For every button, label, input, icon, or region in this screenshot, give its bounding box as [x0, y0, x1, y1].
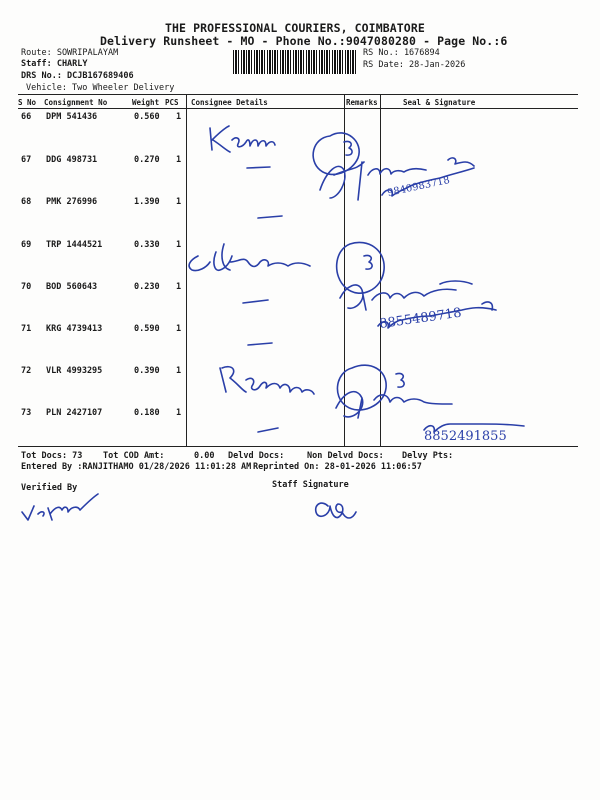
- signature-staff: [316, 503, 356, 518]
- row-weight: 0.390: [134, 366, 160, 376]
- staff-signature-label: Staff Signature: [272, 480, 349, 490]
- row-pcs: 1: [176, 324, 182, 334]
- row-pcs: 1: [176, 240, 182, 250]
- signature-row72: [220, 367, 314, 394]
- tot-cod-value: 0.00: [194, 451, 215, 461]
- dash-row68: [258, 216, 282, 218]
- col-remarks: Remarks: [346, 98, 378, 107]
- row-weight: 0.330: [134, 240, 160, 250]
- reprinted-on: Reprinted On: 28-01-2026 11:06:57: [253, 462, 422, 472]
- col-seal: Seal & Signature: [403, 98, 476, 107]
- row-pcs: 1: [176, 155, 182, 165]
- drs-label: DRS No.: DCJB167689406: [21, 71, 134, 81]
- row-consignment-no: BOD 560643: [46, 282, 98, 292]
- tot-docs: Tot Docs: 73: [21, 451, 83, 461]
- row-consignment-no: DDG 498731: [46, 155, 98, 165]
- row-pcs: 1: [176, 197, 182, 207]
- col-pcs: PCS: [165, 98, 179, 107]
- entered-by: Entered By :RANJITHAMO 01/28/2026 11:01:28 AM: [21, 462, 252, 472]
- row-pcs: 1: [176, 408, 182, 418]
- verified-by: Verified By: [21, 483, 78, 493]
- signature-row73: [336, 392, 452, 418]
- row-consignment-no: TRP 1444521: [46, 240, 103, 250]
- phone-text-row71: 8855489718: [378, 305, 463, 332]
- row-sno: 68: [21, 197, 32, 207]
- row-weight: 1.390: [134, 197, 160, 207]
- phone-text-row73: 8852491855: [424, 429, 507, 444]
- staff-label: Staff: CHARLY: [21, 59, 88, 69]
- row-sno: 69: [21, 240, 32, 250]
- dash-row73: [258, 428, 278, 432]
- row-pcs: 1: [176, 366, 182, 376]
- vehicle-label: Vehicle: Two Wheeler Delivery: [26, 83, 175, 93]
- runsheet-title: Delivery Runsheet - MO - Phone No.:9047080280 - Page No.:6: [100, 34, 508, 48]
- row-weight: 0.590: [134, 324, 160, 334]
- row-sno: 73: [21, 408, 32, 418]
- row-sno: 71: [21, 324, 32, 334]
- col-consignment: Consignment No: [44, 98, 108, 107]
- delvy-pts: Delvy Pts:: [402, 451, 454, 461]
- row-sno: 66: [21, 112, 32, 122]
- row-sno: 72: [21, 366, 32, 376]
- signature-row66: [210, 126, 275, 152]
- route-label: Route: SOWRIPALAYAM: [21, 48, 119, 58]
- row-consignment-no: VLR 4993295: [46, 366, 103, 376]
- row-consignment-no: KRG 4739413: [46, 324, 103, 334]
- row-weight: 0.270: [134, 155, 160, 165]
- stamp-row70: [337, 242, 385, 293]
- row-pcs: 1: [176, 112, 182, 122]
- col-weight: Weight: [132, 98, 160, 107]
- row-pcs: 1: [176, 282, 182, 292]
- company-title: THE PROFESSIONAL COURIERS, COIMBATORE: [165, 21, 425, 35]
- col-sno: S No: [18, 98, 37, 107]
- dash-row67: [247, 167, 270, 168]
- row-weight: 0.230: [134, 282, 160, 292]
- row-sno: 70: [21, 282, 32, 292]
- row-consignment-no: PLN 2427107: [46, 408, 103, 418]
- phone-text-row67: 9840983718: [386, 174, 451, 199]
- rs-date: RS Date: 28-Jan-2026: [363, 60, 466, 70]
- row-sno: 67: [21, 155, 32, 165]
- signature-row70: [340, 281, 472, 310]
- delvd-docs: Delvd Docs:: [228, 451, 285, 461]
- non-delvd-docs: Non Delvd Docs:: [307, 451, 384, 461]
- col-consignee: Consignee Details: [191, 98, 268, 107]
- signature-verified: [22, 494, 98, 520]
- dash-row71: [248, 343, 272, 345]
- row-consignment-no: DPM 541436: [46, 112, 98, 122]
- rs-no: RS No.: 1676894: [363, 48, 440, 58]
- stamp-row72: [337, 365, 404, 410]
- signature-row69: [189, 244, 310, 271]
- tot-cod: Tot COD Amt:: [103, 451, 165, 461]
- footer-rule: [18, 446, 578, 447]
- row-weight: 0.560: [134, 112, 160, 122]
- dash-row70: [243, 300, 268, 303]
- row-consignment-no: PMK 276996: [46, 197, 98, 207]
- row-weight: 0.180: [134, 408, 160, 418]
